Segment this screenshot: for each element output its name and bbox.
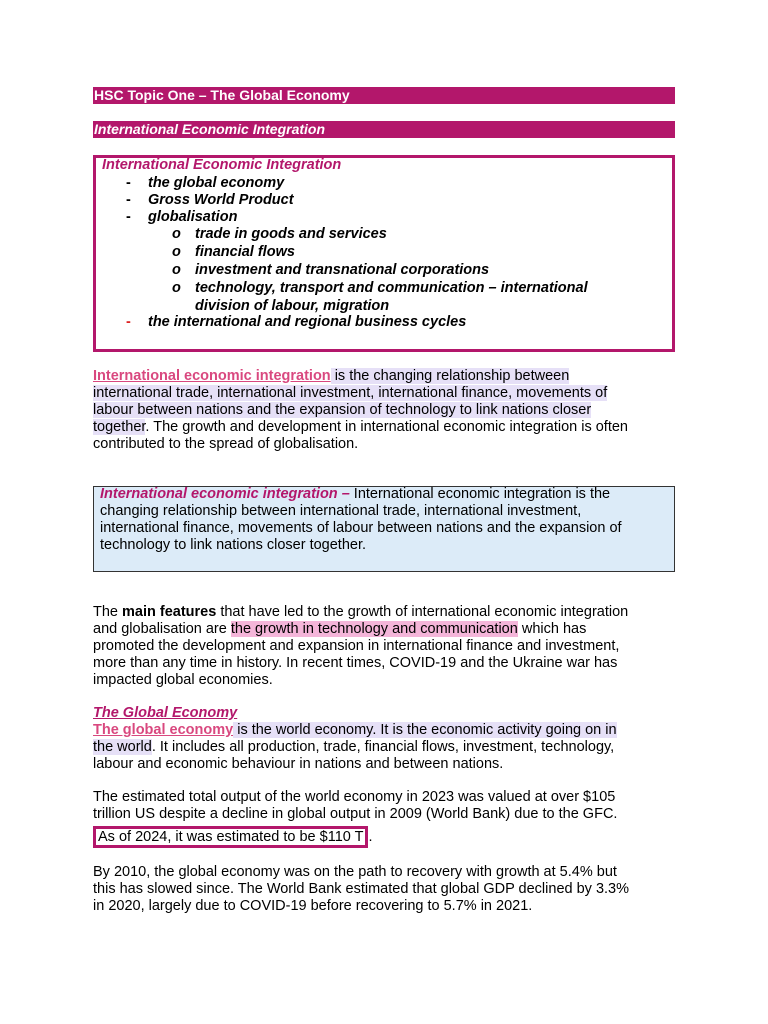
global-economy-paragraph — [93, 722, 673, 773]
global-economy-line: is the world economy. It is the economic activity going on in — [233, 722, 617, 738]
outline-sub-item — [172, 225, 387, 243]
global-economy-term: The global economy — [93, 722, 234, 738]
recovery-line: this has slowed since. The World Bank estimated that global GDP declined by 3.3% — [93, 881, 629, 897]
main-features-line: more than any time in history. In recent times, COVID-19 and the Ukraine war has — [93, 655, 618, 671]
output-line: . — [368, 829, 373, 845]
intro-term: International economic integration — [93, 368, 331, 384]
dash-bullet: - — [126, 209, 131, 225]
main-features-line: and globalisation are — [93, 621, 231, 637]
main-features-line: impacted global economies. — [93, 672, 273, 688]
intro-line: together — [93, 419, 146, 435]
intro-line: is the changing relationship between — [330, 368, 570, 384]
recovery-line: in 2020, largely due to COVID-19 before recovering to 5.7% in 2021. — [93, 898, 533, 914]
outline-item-label: the global economy — [148, 175, 285, 191]
o-bullet: o — [172, 226, 181, 242]
intro-paragraph — [93, 368, 673, 453]
definition-line: changing relationship between international trade, international investment, — [100, 503, 582, 519]
section-title: International Economic Integration — [94, 121, 326, 137]
intro-line: international trade, international investment, international finance, movements of — [93, 385, 608, 401]
outline-item — [126, 313, 467, 331]
outline-sub-item-label: financial flows — [195, 244, 295, 260]
main-features-highlight: the growth in technology and communication — [230, 621, 518, 637]
boxed-estimate: As of 2024, it was estimated to be $110 T — [93, 826, 368, 848]
outline-item-label: Gross World Product — [148, 192, 294, 208]
section-title-bar — [93, 121, 675, 138]
recovery-line: By 2010, the global economy was on the path to recovery with growth at 5.4% but — [93, 864, 617, 880]
global-economy-heading: The Global Economy — [93, 705, 238, 721]
definition-term: International economic integration – — [100, 486, 350, 502]
global-economy-line: labour and economic behaviour in nations and between nations. — [93, 756, 504, 772]
definition-text — [100, 486, 670, 554]
main-features-line: The — [93, 604, 123, 620]
global-economy-line: . It includes all production, trade, financial flows, investment, technology, — [151, 739, 615, 755]
main-features-paragraph — [93, 604, 673, 689]
outline-sub-item-label: trade in goods and services — [195, 226, 387, 242]
outline-item — [126, 191, 294, 209]
o-bullet: o — [172, 280, 181, 296]
main-features-line: that have led to the growth of international economic integration — [216, 604, 629, 620]
output-line: The estimated total output of the world economy in 2023 was valued at over $105 — [93, 789, 616, 805]
definition-line: technology to link nations closer together. — [100, 537, 366, 553]
global-economy-line: the world — [93, 739, 152, 755]
intro-line: . The growth and development in international economic integration is often — [145, 419, 628, 435]
output-paragraph — [93, 789, 673, 848]
topic-title-bar — [93, 87, 675, 104]
outline-sub-item-label: investment and transnational corporations — [195, 262, 490, 278]
outline-sub-item — [172, 243, 295, 261]
main-features-line: promoted the development and expansion in international finance and investment, — [93, 638, 620, 654]
outline-item-label: the international and regional business cycles — [148, 314, 467, 330]
intro-line: labour between nations and the expansion of technology to link nations closer — [93, 402, 592, 418]
outline-item — [126, 208, 238, 226]
output-line: trillion US despite a decline in global output in 2009 (World Bank) due to the GFC. — [93, 806, 618, 822]
dash-bullet: - — [126, 192, 131, 208]
o-bullet: o — [172, 262, 181, 278]
outline-title: International Economic Integration — [102, 157, 342, 173]
o-bullet: o — [172, 244, 181, 260]
outline-item-label: globalisation — [148, 209, 238, 225]
main-features-bold: main features — [122, 604, 217, 620]
definition-line: international finance, movements of labour between nations and the expansion of — [100, 520, 622, 536]
outline-sub-item — [172, 279, 588, 297]
outline-sub-item-label: division of labour, migration — [195, 298, 390, 314]
definition-line: International economic integration is the — [349, 486, 611, 502]
topic-title: HSC Topic One – The Global Economy — [94, 87, 350, 103]
main-features-line: which has — [517, 621, 587, 637]
dash-bullet: - — [126, 175, 131, 191]
intro-line: contributed to the spread of globalisation. — [93, 436, 359, 452]
outline-item — [126, 174, 285, 192]
recovery-paragraph — [93, 864, 673, 915]
outline-sub-item — [172, 261, 490, 279]
outline-sub-item-label: technology, transport and communication – international — [195, 280, 588, 296]
dash-bullet: - — [126, 314, 131, 330]
